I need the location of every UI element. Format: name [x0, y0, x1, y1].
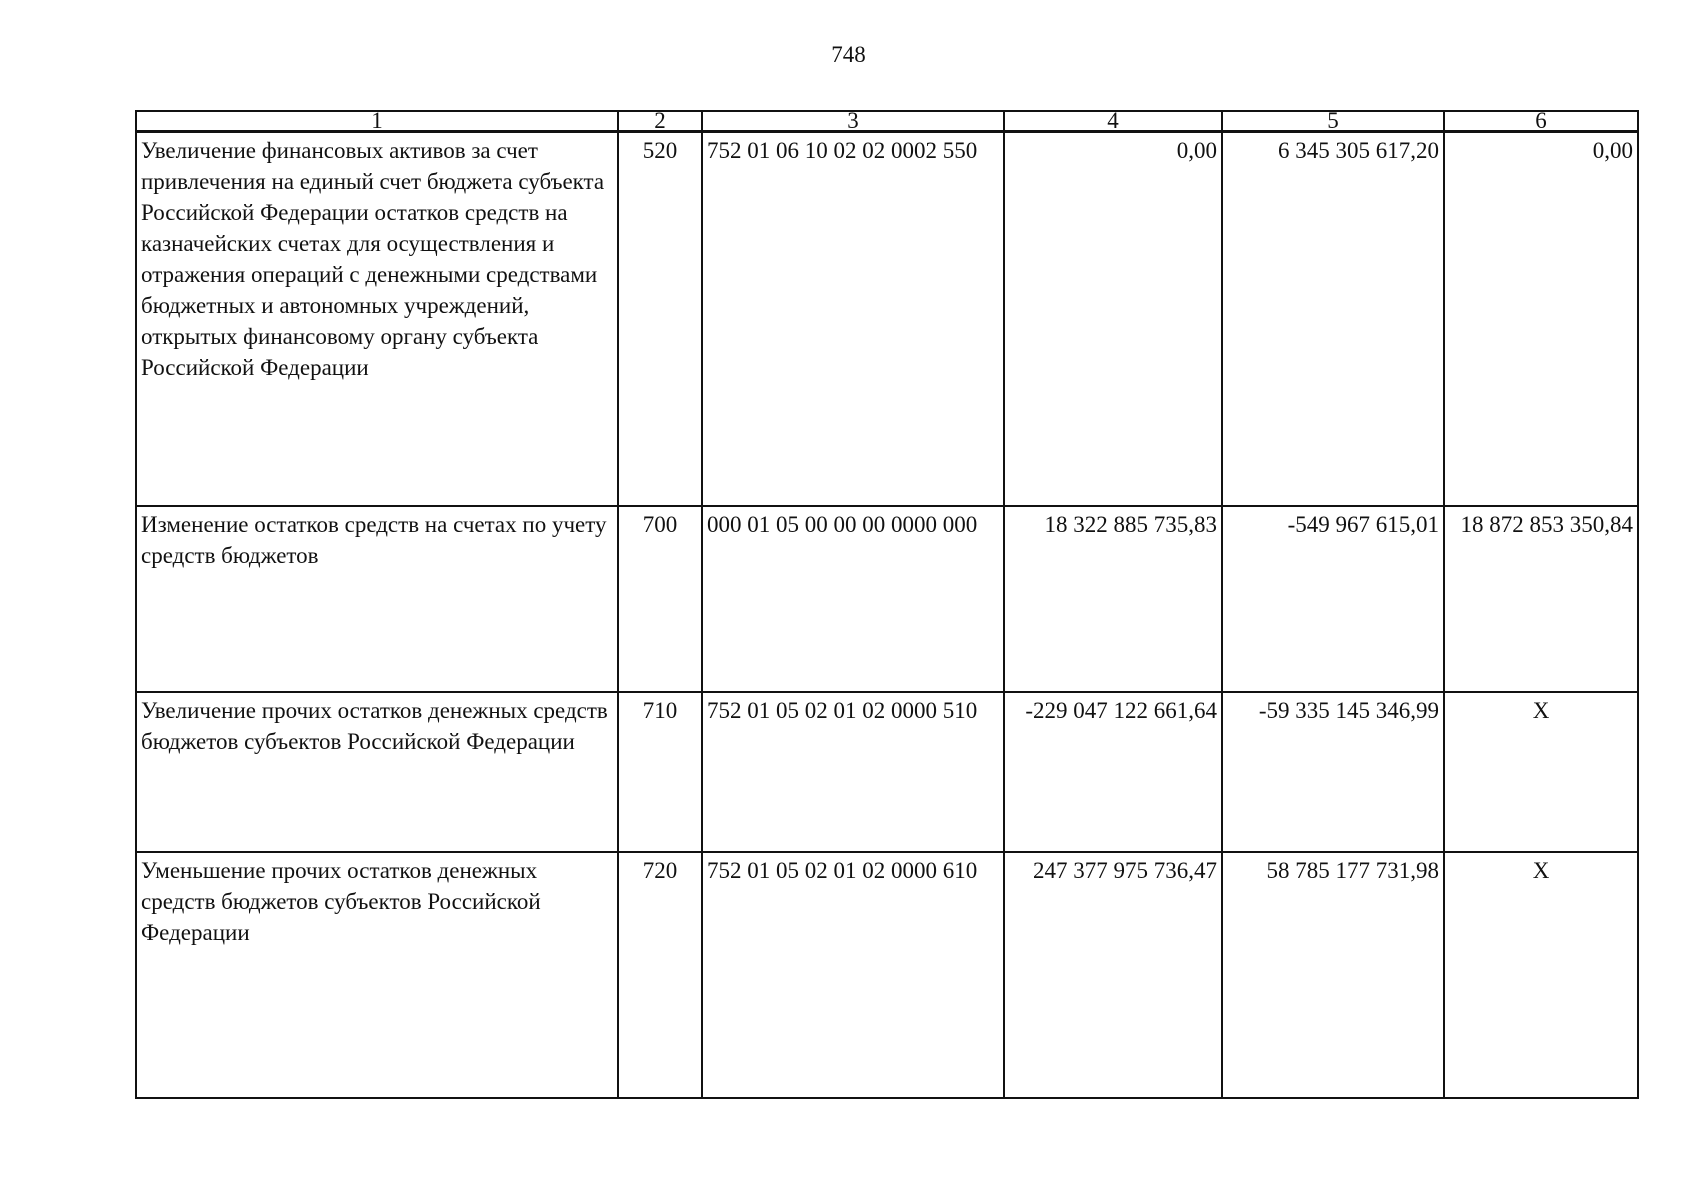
header-col-2: 2 — [618, 111, 702, 132]
row-col4: 247 377 975 736,47 — [1004, 852, 1222, 1098]
table-row — [136, 852, 1638, 1098]
row-name: Увеличение финансовых активов за счет привлечения на единый счет бюджета субъекта Российской Федерации остатков средств на казначейских счетах для осуществления и отражения операций с денежными средствами бюджетных и автономных учреждений, открытых финансовому органу субъекта Российской Федерации — [136, 132, 618, 507]
row-col5: -59 335 145 346,99 — [1222, 692, 1444, 852]
page-number: 748 — [831, 42, 866, 67]
row-col4: 0,00 — [1004, 132, 1222, 507]
table-row — [136, 692, 1638, 852]
row-col6: Х — [1444, 852, 1638, 1098]
table-row — [136, 506, 1638, 692]
row-code: 700 — [618, 506, 702, 692]
row-kbk: 752 01 05 02 01 02 0000 510 — [702, 692, 1004, 852]
row-col4: 18 322 885 735,83 — [1004, 506, 1222, 692]
row-col5: 6 345 305 617,20 — [1222, 132, 1444, 507]
header-col-3: 3 — [702, 111, 1004, 132]
row-col6: 18 872 853 350,84 — [1444, 506, 1638, 692]
row-code: 720 — [618, 852, 702, 1098]
header-col-6: 6 — [1444, 111, 1638, 132]
row-col6: Х — [1444, 692, 1638, 852]
row-name: Увеличение прочих остатков денежных средств бюджетов субъектов Российской Федерации — [136, 692, 618, 852]
row-name: Уменьшение прочих остатков денежных средств бюджетов субъектов Российской Федерации — [136, 852, 618, 1098]
row-col5: 58 785 177 731,98 — [1222, 852, 1444, 1098]
row-name: Изменение остатков средств на счетах по учету средств бюджетов — [136, 506, 618, 692]
row-kbk: 000 01 05 00 00 00 0000 000 — [702, 506, 1004, 692]
row-code: 520 — [618, 132, 702, 507]
row-kbk: 752 01 05 02 01 02 0000 610 — [702, 852, 1004, 1098]
row-col4: -229 047 122 661,64 — [1004, 692, 1222, 852]
header-col-1: 1 — [136, 111, 618, 132]
financing-sources-table — [135, 110, 1639, 1099]
row-code: 710 — [618, 692, 702, 852]
header-col-5: 5 — [1222, 111, 1444, 132]
row-kbk: 752 01 06 10 02 02 0002 550 — [702, 132, 1004, 507]
table-row — [136, 132, 1638, 507]
row-col5: -549 967 615,01 — [1222, 506, 1444, 692]
header-row — [136, 111, 1638, 132]
header-col-4: 4 — [1004, 111, 1222, 132]
row-col6: 0,00 — [1444, 132, 1638, 507]
